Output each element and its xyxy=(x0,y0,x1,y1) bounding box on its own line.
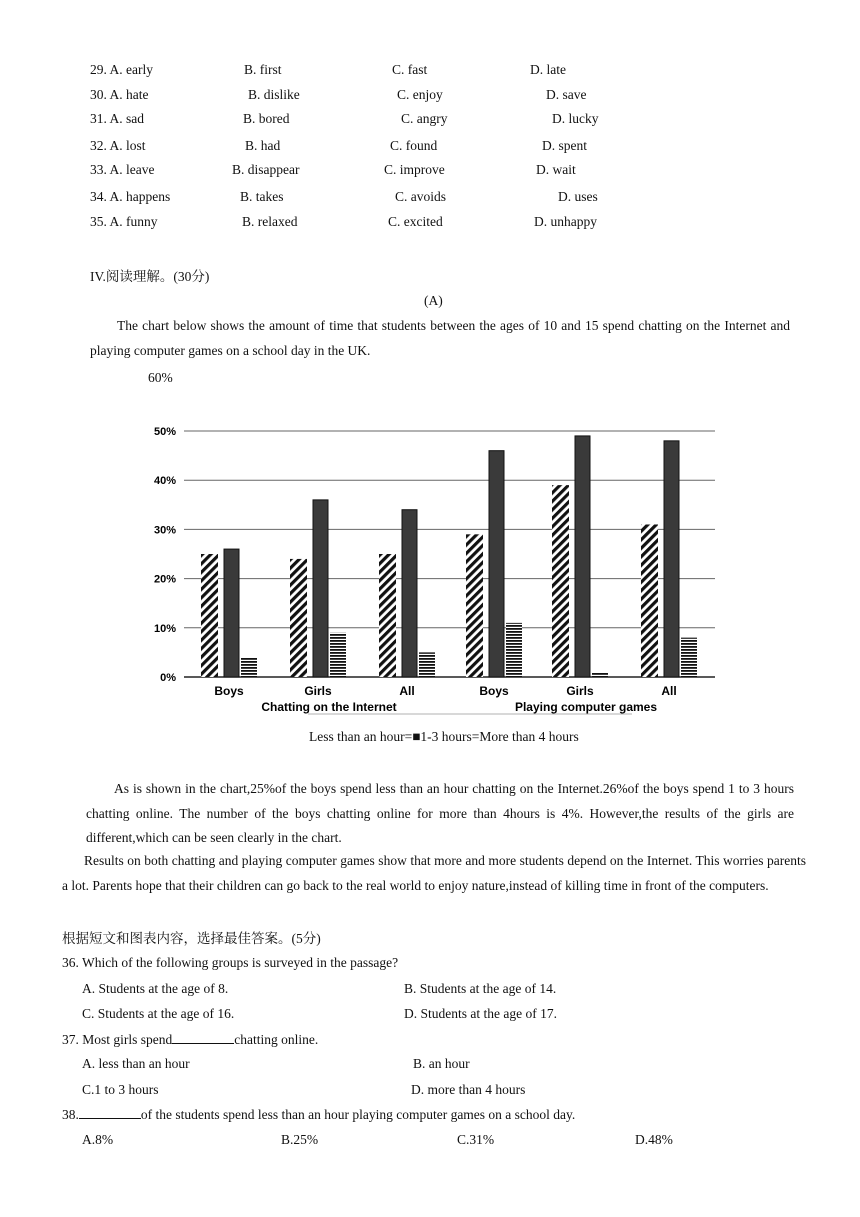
y-tick-label: 10% xyxy=(153,622,176,635)
question-38-number: 38. xyxy=(62,1107,79,1122)
chart-bars xyxy=(201,436,697,677)
y-tick-label: 40% xyxy=(153,475,176,488)
question-36-option-b[interactable]: B. Students at the age of 14. xyxy=(404,981,557,996)
bar-more-than-4-hours xyxy=(330,633,346,677)
x-tick-label: Boys xyxy=(214,684,244,698)
passage-paragraph-1: As is shown in the chart,25%of the boys spend less than an hour chatting on the Internet.26%of the boys spend 1 to 3 hours chatting online. The number of the boys chatting online for more than 4hours is 4%. However,the results of the girls are different,which can be seen clearly in the chart. xyxy=(86,781,794,845)
bar-less-than-an-hour xyxy=(379,554,396,677)
option-c: C. excited xyxy=(388,214,443,229)
question-37-option-a[interactable]: A. less than an hour xyxy=(82,1056,190,1071)
option-a: 30. A. hate xyxy=(90,87,149,102)
bar-chart xyxy=(0,415,860,715)
passage-paragraph-2: Results on both chatting and playing computer games show that more and more students depend on the Internet. This worries parents a lot. Parents hope that their children can go back to the real world to enjoy nature,instead of killing time in front of the computers. xyxy=(62,853,806,893)
option-a: 34. A. happens xyxy=(90,189,171,204)
question-36-option-d[interactable]: D. Students at the age of 17. xyxy=(404,1006,557,1021)
x-tick-label: Girls xyxy=(566,684,594,698)
bar-1-3-hours xyxy=(489,451,504,677)
option-row-33 xyxy=(0,162,860,182)
option-d: D. spent xyxy=(542,138,587,153)
bar-1-3-hours xyxy=(224,549,239,677)
option-d: D. wait xyxy=(536,162,576,177)
question-38-option-b[interactable]: B.25% xyxy=(281,1132,319,1147)
chart-legend: Less than an hour=■1-3 hours=More than 4 hours xyxy=(309,729,579,744)
question-36-option-a[interactable]: A. Students at the age of 8. xyxy=(82,981,229,996)
option-row-34 xyxy=(0,189,860,209)
y-tick-label: 30% xyxy=(153,524,176,537)
option-c: C. improve xyxy=(384,162,445,177)
question-38-option-a[interactable]: A.8% xyxy=(82,1132,114,1147)
option-row-31 xyxy=(0,111,860,131)
option-row-30 xyxy=(0,87,860,107)
bar-less-than-an-hour xyxy=(290,559,307,677)
bar-more-than-4-hours xyxy=(681,638,697,677)
bar-1-3-hours xyxy=(664,441,679,677)
y-tick-label: 0% xyxy=(160,672,176,684)
instruction: 根据短文和图表内容，选择最佳答案。(5分) xyxy=(62,931,321,946)
option-a: 35. A. funny xyxy=(90,214,158,229)
x-tick-label: All xyxy=(399,684,415,698)
option-c: C. angry xyxy=(401,111,448,126)
group-label-chatting: Chatting on the Internet xyxy=(261,700,397,714)
bar-1-3-hours xyxy=(575,436,590,677)
question-38-stem xyxy=(62,1106,575,1123)
bar-more-than-4-hours xyxy=(419,652,435,677)
y-tick-label: 20% xyxy=(153,573,176,586)
chart-x-labels xyxy=(214,684,676,698)
bar-1-3-hours xyxy=(402,510,417,677)
chart-gridlines xyxy=(184,431,715,677)
option-d: D. late xyxy=(530,62,566,77)
answer-blank xyxy=(79,1106,141,1119)
option-b: B. dislike xyxy=(248,87,300,102)
question-38-stem-end: of the students spend less than an hour playing computer games on a school day. xyxy=(140,1107,576,1122)
chart-y-ticks xyxy=(154,426,176,684)
question-37-option-c[interactable]: C.1 to 3 hours xyxy=(82,1082,159,1097)
question-36-option-c[interactable]: C. Students at the age of 16. xyxy=(82,1006,235,1021)
bar-less-than-an-hour xyxy=(466,534,483,677)
option-c: C. avoids xyxy=(395,189,447,204)
part-label: (A) xyxy=(424,293,443,308)
bar-less-than-an-hour xyxy=(641,524,658,677)
question-37-stem xyxy=(62,1031,318,1048)
option-a: 31. A. sad xyxy=(90,111,144,126)
question-38-option-c[interactable]: C.31% xyxy=(457,1132,495,1147)
section-title: IV.阅读理解。(30分) xyxy=(90,269,210,284)
option-d: D. lucky xyxy=(552,111,599,126)
bar-more-than-4-hours xyxy=(241,657,257,677)
option-b: B. relaxed xyxy=(242,214,298,229)
x-tick-label: All xyxy=(661,684,677,698)
bar-more-than-4-hours xyxy=(506,623,522,677)
option-b: B. had xyxy=(245,138,281,153)
option-row-32 xyxy=(0,138,860,158)
question-37-option-d[interactable]: D. more than 4 hours xyxy=(411,1082,526,1097)
x-tick-label: Boys xyxy=(479,684,509,698)
option-a: 29. A. early xyxy=(90,62,153,77)
option-b: B. takes xyxy=(240,189,284,204)
option-c: C. found xyxy=(390,138,438,153)
y-tick-label: 50% xyxy=(153,426,176,438)
option-b: B. disappear xyxy=(232,162,300,177)
question-36-stem: 36. Which of the following groups is surveyed in the passage? xyxy=(62,955,399,970)
answer-blank xyxy=(172,1031,234,1044)
option-d: D. uses xyxy=(558,189,598,204)
bar-less-than-an-hour xyxy=(552,485,569,677)
chart-top-label: 60% xyxy=(148,370,173,385)
x-tick-label: Girls xyxy=(304,684,332,698)
option-d: D. save xyxy=(546,87,587,102)
bar-1-3-hours xyxy=(313,500,328,677)
bar-less-than-an-hour xyxy=(201,554,218,677)
option-c: C. fast xyxy=(392,62,428,77)
question-37-stem-start: 37. Most girls spend xyxy=(62,1032,173,1047)
option-c: C. enjoy xyxy=(397,87,443,102)
option-b: B. bored xyxy=(243,111,290,126)
question-38-option-d[interactable]: D.48% xyxy=(635,1132,673,1147)
group-label-games: Playing computer games xyxy=(514,700,658,714)
option-b: B. first xyxy=(244,62,282,77)
option-a: 33. A. leave xyxy=(90,162,155,177)
bar-more-than-4-hours xyxy=(592,672,608,677)
option-a: 32. A. lost xyxy=(90,138,146,153)
option-d: D. unhappy xyxy=(534,214,597,229)
question-37-option-b[interactable]: B. an hour xyxy=(413,1056,470,1071)
option-row-35 xyxy=(0,214,860,234)
option-row-29 xyxy=(0,62,860,82)
intro-paragraph: The chart below shows the amount of time that students between the ages of 10 and 15 spend chatting on the Internet and playing computer games on a school day in the UK. xyxy=(90,318,790,358)
question-37-stem-end: chatting online. xyxy=(234,1032,319,1047)
